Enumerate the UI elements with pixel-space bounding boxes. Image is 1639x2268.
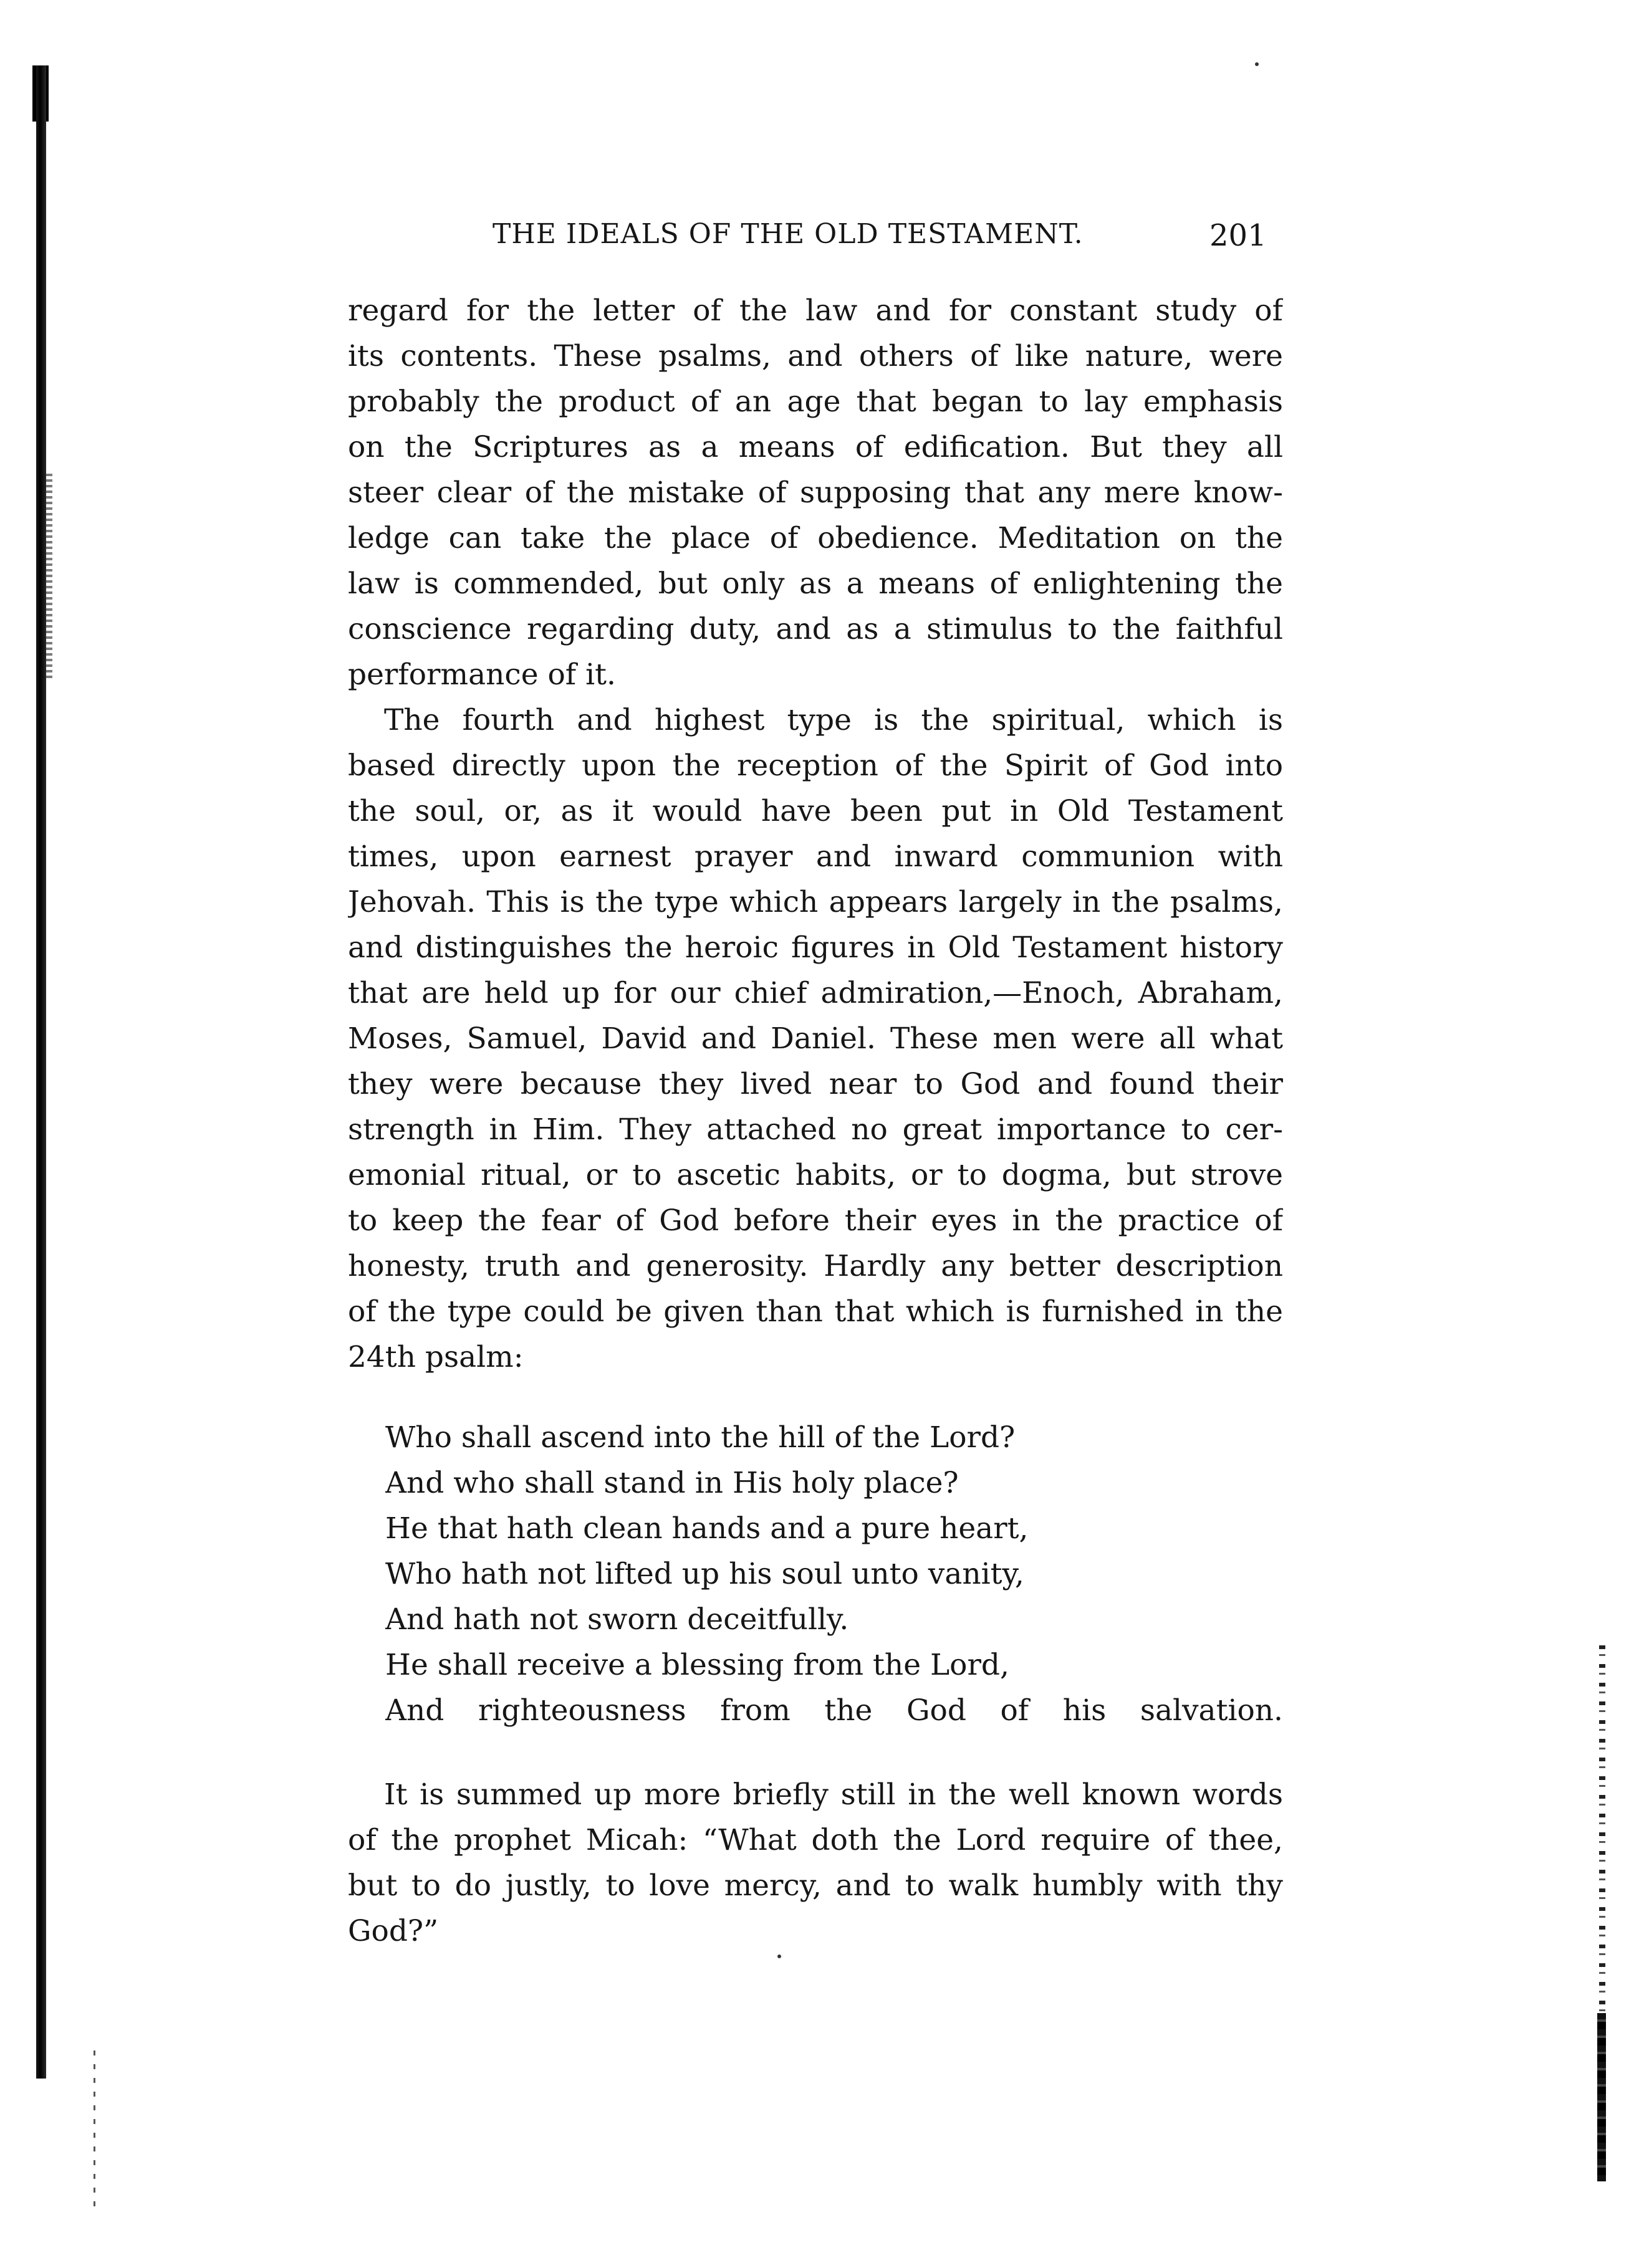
page-number: 201 — [1209, 218, 1267, 253]
text-line: its contents. These psalms, and others of like nature, were — [348, 339, 1283, 373]
text-line: ledge can take the place of obedience. Meditation on the — [348, 521, 1283, 555]
body-text — [348, 288, 1283, 1954]
paragraph-1 — [348, 288, 1283, 697]
scan-binding-edge — [36, 65, 46, 2079]
text-line: the soul, or, as it would have been put in Old Testament — [348, 794, 1283, 828]
text-line: that are held up for our chief admiration,—Enoch, Abraham, — [348, 976, 1283, 1010]
text-line: but to do justly, to love mercy, and to walk humbly with thy — [348, 1868, 1283, 1903]
text-line: steer clear of the mistake of supposing that any mere know- — [348, 476, 1283, 510]
text-line: conscience regarding duty, and as a stimulus to the faithful — [348, 612, 1283, 646]
text-line: and distinguishes the heroic figures in Old Testament history — [348, 931, 1283, 965]
spacer — [348, 1380, 1283, 1415]
verse-line: He shall receive a blessing from the Lord, — [385, 1648, 1009, 1682]
running-head: THE IDEALS OF THE OLD TESTAMENT. — [493, 218, 1084, 250]
text-line: regard for the letter of the law and for constant study of — [348, 294, 1283, 328]
text-line: honesty, truth and generosity. Hardly any better description — [348, 1249, 1283, 1283]
spacer — [348, 1733, 1283, 1772]
text-line: God?” — [348, 1914, 439, 1948]
text-line: times, upon earnest prayer and inward communion with — [348, 840, 1283, 874]
verse-line: And hath not sworn deceitfully. — [385, 1602, 849, 1637]
verse-line: Who shall ascend into the hill of the Lord? — [385, 1420, 1016, 1455]
scan-dot — [1255, 62, 1259, 66]
text-line: to keep the fear of God before their eyes in the practice of — [348, 1203, 1283, 1238]
verse-line: And righteousness from the God of his salvation. — [385, 1693, 1283, 1728]
scan-dot — [777, 1955, 781, 1958]
text-line: of the type could be given than that which is furnished in the — [348, 1294, 1283, 1329]
scan-edge-mark — [94, 2050, 95, 2213]
text-line: The fourth and highest type is the spiritual, which is — [384, 703, 1283, 737]
text-line: of the prophet Micah: “What doth the Lord require of thee, — [348, 1823, 1283, 1857]
text-line: Jehovah. This is the type which appears largely in the psalms, — [348, 885, 1283, 919]
text-line: probably the product of an age that began to lay emphasis — [348, 385, 1283, 419]
text-line: performance of it. — [348, 658, 616, 692]
text-line: It is summed up more briefly still in the well known words — [384, 1778, 1283, 1812]
scan-binding-texture — [46, 474, 52, 679]
paragraph-2 — [348, 697, 1283, 1380]
verse-line: And who shall stand in His holy place? — [385, 1466, 959, 1500]
paragraph-3 — [348, 1772, 1283, 1954]
verse-line: Who hath not lifted up his soul unto vanity, — [385, 1557, 1024, 1591]
psalm-quotation — [348, 1415, 1283, 1733]
verse-line: He that hath clean hands and a pure heart, — [385, 1511, 1029, 1546]
text-line: they were because they lived near to God and found their — [348, 1067, 1283, 1101]
text-line: on the Scriptures as a means of edification. But they all — [348, 430, 1283, 464]
text-line: emonial ritual, or to ascetic habits, or to dogma, but strove — [348, 1158, 1283, 1192]
scan-right-edge-dense — [1597, 2013, 1606, 2181]
text-line: law is commended, but only as a means of enlightening the — [348, 567, 1283, 601]
text-line: strength in Him. They attached no great importance to cer- — [348, 1112, 1283, 1147]
text-line: based directly upon the reception of the Spirit of God into — [348, 749, 1283, 783]
text-line: 24th psalm: — [348, 1340, 524, 1374]
text-line: Moses, Samuel, David and Daniel. These men were all what — [348, 1022, 1283, 1056]
